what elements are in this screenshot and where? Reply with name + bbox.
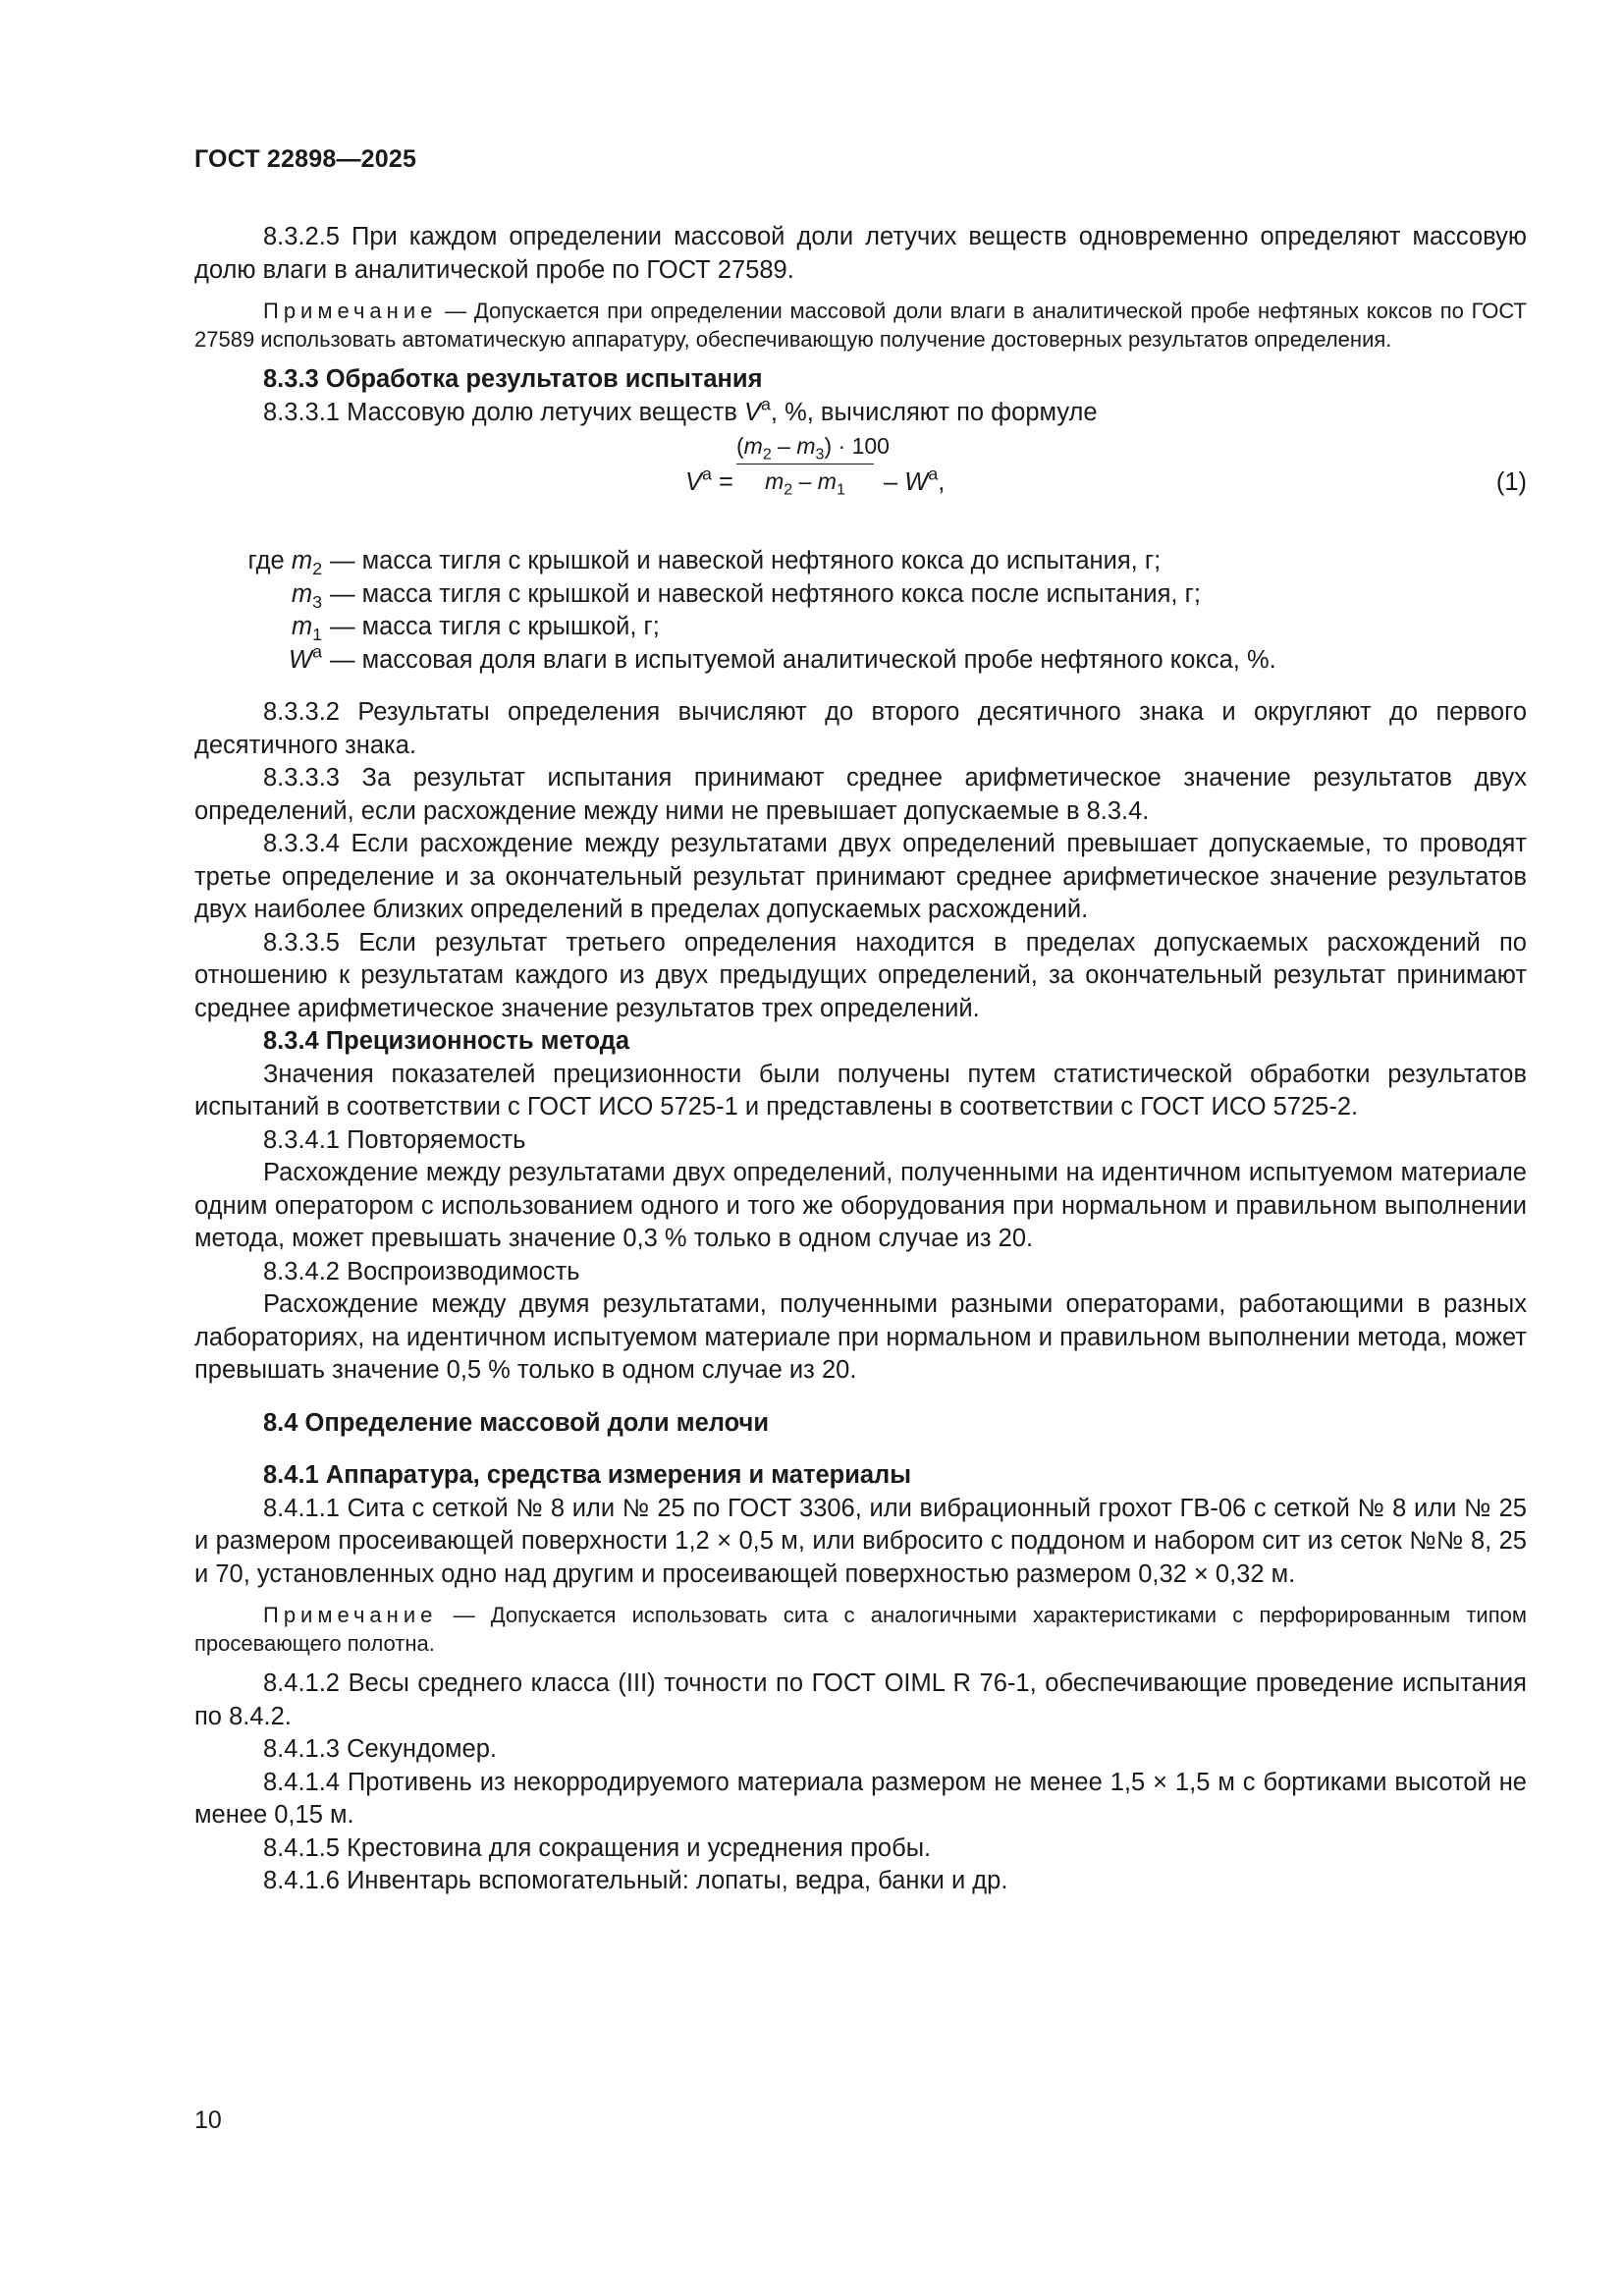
where-row xyxy=(194,640,1527,678)
note-1 xyxy=(194,297,1527,354)
paragraph-8-3-3-4: 8.3.3.4 Если расхождение между результатами двух определений превышает допускаемые, то проводят третье определение и за окончательный результат принимают среднее арифметическое значение результатов двух наиболее близких определений в пределах допускаемых расхождений. xyxy=(194,830,1527,923)
where-text: — масса тигля с крышкой и навеской нефтяного кокса до испытания, г; xyxy=(330,547,1162,574)
where-row xyxy=(194,611,1527,644)
formula-tail: – $W^a$, xyxy=(884,464,946,496)
document-header: ГОСТ 22898—2025 xyxy=(194,145,417,173)
note-2 xyxy=(194,1601,1527,1658)
paragraph-8-3-4-2-title: 8.3.4.2 Воспроизводимость xyxy=(263,1257,580,1285)
paragraph-8-3-3-5: 8.3.3.5 Если результат третьего определения находится в пределах допускаемых расхождений по отношению к результатам каждого из двух предыдущих определений, за окончательный результат принимают среднее арифметическое значение результатов трех определений. xyxy=(194,928,1527,1022)
formula-lhs: $V^a$ = xyxy=(685,464,733,496)
paragraph-8-4-1-2: 8.4.1.2 Весы среднего класса (III) точности по ГОСТ OIML R 76-1, обеспечивающие проведение испытания по 8.4.2. xyxy=(194,1669,1527,1730)
where-list xyxy=(194,545,1527,677)
heading-8-3-3: 8.3.3 Обработка результатов испытания xyxy=(263,365,763,393)
paragraph-8-3-3-1: 8.3.3.1 Массовую долю летучих веществ $V^a$, %, вычисляют по формуле xyxy=(263,393,1098,426)
formula-number: (1) xyxy=(1495,468,1527,496)
note-label: Примечание xyxy=(263,299,438,323)
paragraph-8-3-4: Значения показателей прецизионности были получены путем статистической обработки результатов испытаний в соответствии с ГОСТ ИСО 5725-1 и представлены в соответствии с ГОСТ ИСО 5725-2. xyxy=(194,1060,1527,1121)
where-text: — масса тигля с крышкой и навеской нефтяного кокса после испытания, г; xyxy=(330,579,1201,608)
where-row xyxy=(194,545,1527,578)
paragraph-8-3-3-2: 8.3.3.2 Результаты определения вычисляют до второго десятичного знака и округляют до первого десятичного знака. xyxy=(194,698,1527,759)
note-text: — Допускается использовать сита с аналогичными характеристиками с перфорированным типом просевающего полотна. xyxy=(194,1603,1527,1656)
where-row xyxy=(194,578,1527,612)
paragraph-8-4-1-1: 8.4.1.1 Сита с сеткой № 8 или № 25 по ГОСТ 3306, или вибрационный грохот ГВ-06 с сеткой № 8 или № 25 и размером просеивающей поверхности 1,2 × 0,5 м, или вибросито с поддоном и набором сит из сеток №№ 8, 25 и 70, установленных одно над другим и просеивающей поверхностью размером 0,32 × 0,32 м. xyxy=(194,1494,1527,1588)
heading-8-3-4: 8.3.4 Прецизионность метода xyxy=(263,1027,630,1055)
formula-fraction xyxy=(736,433,890,499)
page-number: 10 xyxy=(194,2106,222,2134)
paragraph-8-4-1-5: 8.4.1.5 Крестовина для сокращения и усреднения пробы. xyxy=(263,1833,932,1862)
paragraph-8-4-1-3: 8.4.1.3 Секундомер. xyxy=(263,1735,497,1763)
paragraph-8-3-4-2: Расхождение между двумя результатами, полученными разными операторами, работающими в разных лабораториях, на идентичном испытуемом материале при нормальном и правильном выполнении метода, может превышать значение 0,5 % только в одном случае из 20. xyxy=(194,1290,1527,1384)
where-symbol: $m_3$ xyxy=(291,579,322,612)
formula-denominator: $m_2 - m_1$ xyxy=(765,468,845,499)
paragraph-8-3-2-5: 8.3.2.5 При каждом определении массовой доли летучих веществ одновременно определяют массовую долю влаги в аналитической пробе по ГОСТ 27589. xyxy=(194,223,1527,284)
heading-8-4: 8.4 Определение массовой доли мелочи xyxy=(263,1408,770,1437)
paragraph-8-4-1-4: 8.4.1.4 Противень из некорродируемого материала размером не менее 1,5 × 1,5 м с бортиками высотой не менее 0,15 м. xyxy=(194,1768,1527,1829)
where-text: — масса тигля с крышкой, г; xyxy=(330,613,660,640)
formula-body xyxy=(685,433,1019,531)
formula-1 xyxy=(194,429,1527,545)
paragraph-8-3-3-3: 8.3.3.3 За результат испытания принимают среднее арифметическое значение результатов двух определений, если расхождение между ними не превышает допускаемые в 8.3.4. xyxy=(194,764,1527,825)
where-text: — массовая доля влаги в испытуемой аналитической пробе нефтяного кокса, %. xyxy=(330,645,1276,674)
paragraph-8-4-1-6: 8.4.1.6 Инвентарь вспомогательный: лопаты, ведра, банки и др. xyxy=(263,1867,1008,1894)
note-label: Примечание xyxy=(263,1603,438,1627)
where-symbol: $W^a$ xyxy=(288,640,322,674)
heading-8-4-1: 8.4.1 Аппаратура, средства измерения и материалы xyxy=(263,1461,912,1489)
fraction-bar xyxy=(736,464,874,465)
formula-numerator: $(m_2 - m_3) \cdot 100$ xyxy=(736,433,890,464)
paragraph-8-3-4-1: Расхождение между результатами двух определений, полученными на идентичном испытуемом материале одним оператором с использованием одного и того же оборудования при нормальном и правильном выполнении метода, может превышать значение 0,3 % только в одном случае из 20. xyxy=(194,1159,1527,1252)
where-symbol: $m_1$ xyxy=(291,613,322,645)
document-page xyxy=(194,145,1527,1898)
where-symbol: где $m_2$ xyxy=(247,547,322,579)
note-text: — Допускается при определении массовой доли влаги в аналитической пробе нефтяных коксов по ГОСТ 27589 использовать автоматическую аппаратуру, обеспечивающую получение достоверных результатов определения. xyxy=(194,299,1527,352)
paragraph-8-3-4-1-title: 8.3.4.1 Повторяемость xyxy=(263,1125,526,1154)
